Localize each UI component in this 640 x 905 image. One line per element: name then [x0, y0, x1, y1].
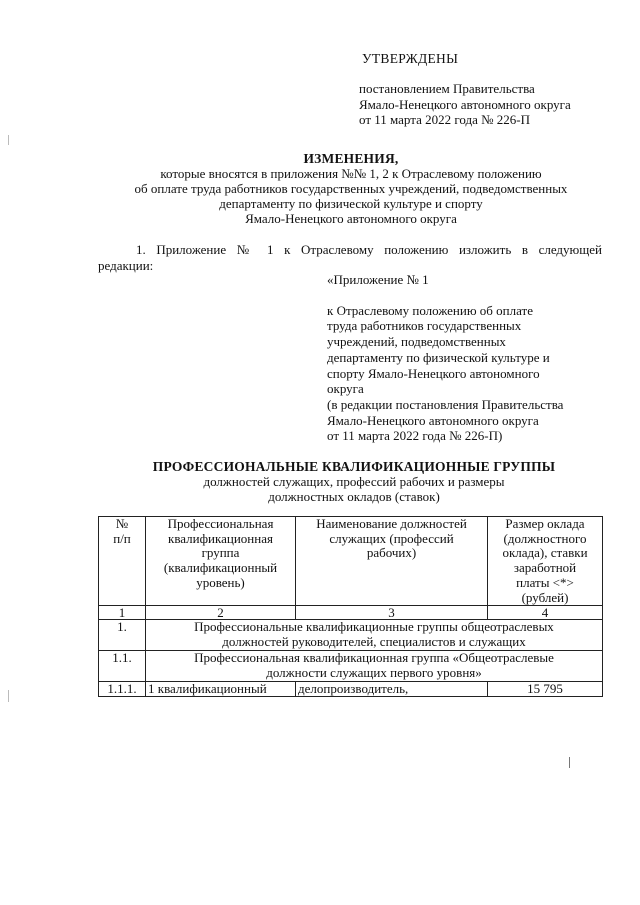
- column-number-4: 4: [488, 606, 603, 620]
- row-group-title-line-2: должности служащих первого уровня»: [266, 664, 482, 680]
- appendix-line-9: от 11 марта 2022 года № 226-П): [327, 428, 503, 444]
- appendix-line-4: департаменту по физической культуре и: [327, 349, 550, 365]
- row-number: 1.1.: [99, 651, 146, 682]
- appendix-line-7: (в редакции постановления Правительства: [327, 396, 564, 412]
- row-position-name: делопроизводитель,: [296, 682, 488, 697]
- pkg-heading-block: [94, 459, 614, 504]
- header-group-line-3: группа: [201, 545, 240, 561]
- header-cell-number: [99, 517, 146, 606]
- table-header-row: [99, 517, 603, 606]
- header-group-line-5: уровень): [196, 574, 245, 590]
- row-group-title-line-1: Профессиональная квалификационная группа «Общеотраслевые: [194, 650, 554, 666]
- approval-title: УТВЕРЖДЕНЫ: [362, 51, 459, 66]
- changes-line-3: департаменту по физической культуре и спорту: [219, 196, 483, 211]
- row-group-title: [146, 620, 603, 651]
- paragraph-1-line-1: 1. Приложение № 1 к Отраслевому положению изложить в следующей: [136, 242, 602, 257]
- row-salary: 15 795: [488, 682, 603, 697]
- appendix-line-6: округа: [327, 381, 364, 397]
- appendix-block: [327, 272, 563, 444]
- salary-table: [98, 516, 603, 697]
- row-group-title: [146, 651, 603, 682]
- header-salary-line-1: Размер оклада: [505, 516, 585, 531]
- header-salary-line-4: заработной: [513, 560, 577, 576]
- table-row: [99, 682, 603, 697]
- appendix-line-2: труда работников государственных: [327, 318, 522, 334]
- header-cell-position: [296, 517, 488, 606]
- appendix-line-8: Ямало-Ненецкого автономного округа: [327, 412, 539, 428]
- header-position-line-2: служащих (профессий: [329, 530, 454, 546]
- header-salary-line-5: платы <*>: [516, 574, 574, 590]
- row-group-title-line-1: Профессиональные квалификационные группы общеотраслевых: [194, 619, 554, 635]
- approval-line-1: постановлением Правительства: [359, 81, 535, 96]
- row-qualification-level: 1 квалификационный: [146, 682, 296, 697]
- table-row: [99, 651, 603, 682]
- header-salary-line-3: оклада), ставки: [502, 545, 588, 561]
- table-column-number-row: [99, 606, 603, 620]
- row-group-title-line-2: должностей руководителей, специалистов и служащих: [222, 633, 526, 649]
- column-number-1: 1: [99, 606, 146, 620]
- appendix-title: «Приложение № 1: [327, 272, 429, 287]
- header-position-line-3: рабочих): [366, 545, 417, 561]
- header-position-line-1: Наименование должностей: [316, 516, 467, 531]
- header-salary-line-2: (должностного: [503, 530, 587, 546]
- appendix-line-3: учреждений, подведомственных: [327, 334, 506, 350]
- changes-line-2: об оплате труда работников государственных учреждений, подведомственных: [134, 181, 568, 196]
- appendix-line-5: спорту Ямало-Ненецкого автономного: [327, 365, 540, 381]
- pkg-line-1: должностей служащих, профессий рабочих и размеры: [203, 474, 505, 489]
- changes-heading: ИЗМЕНЕНИЯ,: [303, 151, 399, 166]
- header-group-line-4: (квалификационный: [163, 560, 278, 576]
- approval-line-3: от 11 марта 2022 года № 226-П: [359, 112, 531, 127]
- changes-heading-block: [60, 151, 640, 226]
- header-salary-line-6: (рублей): [521, 589, 569, 605]
- row-number: 1.1.1.: [99, 682, 146, 697]
- header-group-line-1: Профессиональная: [167, 516, 274, 531]
- header-group-line-2: квалификационная: [168, 530, 273, 546]
- paragraph-1-line-2: редакции:: [98, 258, 154, 273]
- pkg-heading: ПРОФЕССИОНАЛЬНЫЕ КВАЛИФИКАЦИОННЫЕ ГРУППЫ: [152, 459, 556, 474]
- header-cell-group: [146, 517, 296, 606]
- column-number-3: 3: [296, 606, 488, 620]
- header-number-line-1: №: [115, 516, 129, 531]
- scan-margin-mark-1: [8, 135, 9, 145]
- approval-line-2: Ямало-Ненецкого автономного округа: [359, 96, 571, 112]
- scan-margin-mark-2: [8, 690, 9, 702]
- column-number-2: 2: [146, 606, 296, 620]
- header-cell-salary: [488, 517, 603, 606]
- approval-by-block: [359, 81, 571, 128]
- header-number-line-2: п/п: [113, 530, 131, 546]
- changes-line-1: которые вносятся в приложения №№ 1, 2 к Отраслевому положению: [160, 166, 542, 181]
- appendix-line-1: к Отраслевому положению об оплате: [327, 302, 533, 318]
- paragraph-1: [98, 242, 602, 274]
- pkg-line-2: должностных окладов (ставок): [268, 489, 440, 504]
- table-row: [99, 620, 603, 651]
- scan-page-mark: [569, 757, 570, 768]
- changes-line-4: Ямало-Ненецкого автономного округа: [245, 211, 457, 226]
- row-number: 1.: [99, 620, 146, 651]
